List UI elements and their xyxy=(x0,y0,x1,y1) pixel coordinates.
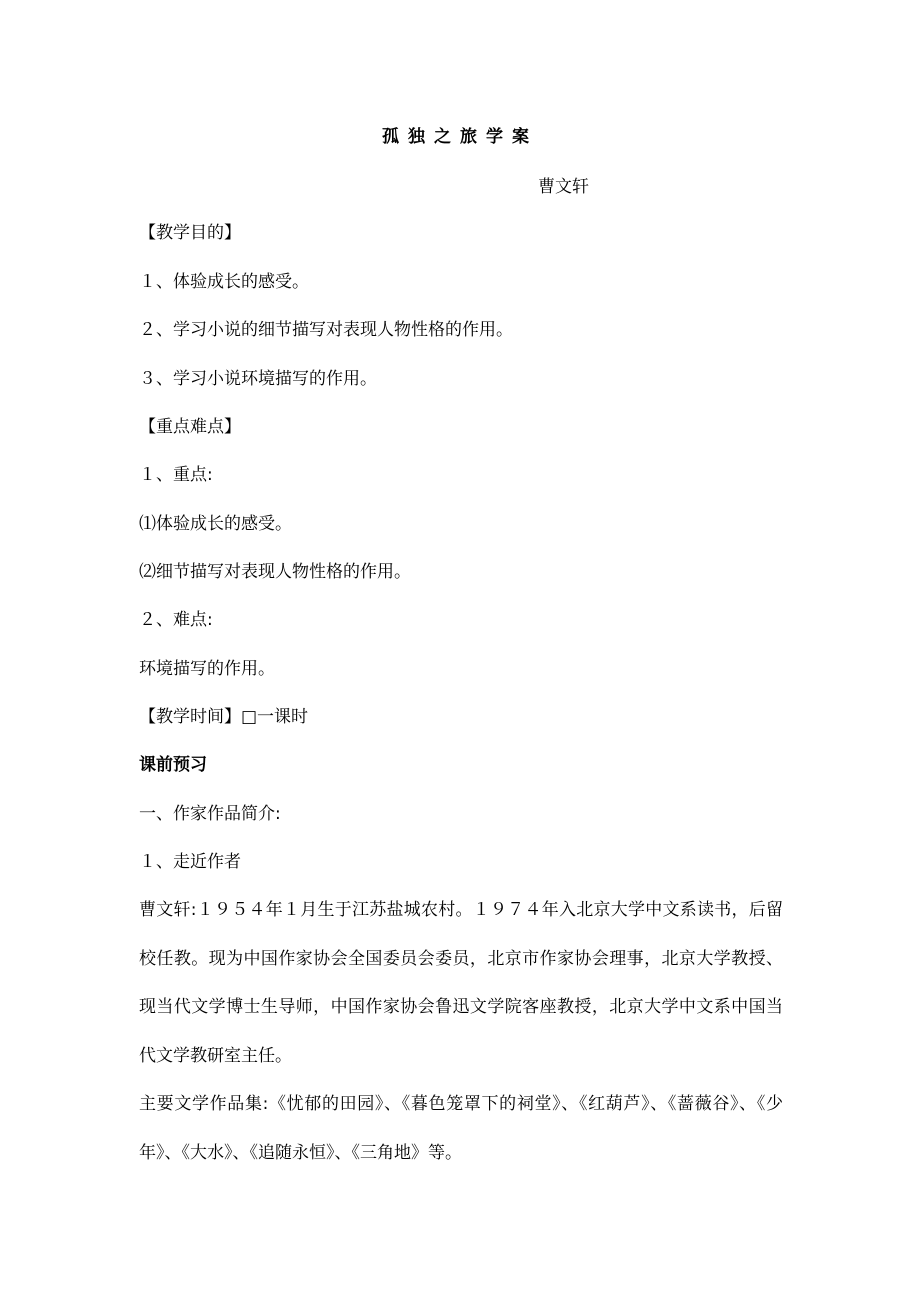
objective-item-3: ３、学习小说环境描写的作用。 xyxy=(139,369,377,389)
works-paragraph: 主要文学作品集:《忧郁的田园》、《暮色笼罩下的祠堂》、《红葫芦》、《蔷薇谷》、《少年》、《大水》、《追随永恒》、《三角地》等。 xyxy=(139,1094,783,1163)
author-name: 曹文轩 xyxy=(538,177,589,197)
keypoint-item-2: ⑵细节描写对表现人物性格的作用。 xyxy=(139,562,411,582)
difficulty-item-1: 环境描写的作用。 xyxy=(139,659,275,679)
difficulty-label: ２、难点: xyxy=(139,610,213,630)
section-heading-1: 一、作家作品简介: xyxy=(139,804,281,824)
document-title: 孤独之旅学案 xyxy=(382,127,538,147)
teaching-time-line: 【教学时间】□一课时 xyxy=(139,707,309,727)
subsection-heading-1: １、走近作者 xyxy=(139,852,241,872)
preview-heading: 课前预习 xyxy=(139,755,207,775)
objective-item-2: ２、学习小说的细节描写对表现人物性格的作用。 xyxy=(139,320,513,340)
keypoints-heading: 【重点难点】 xyxy=(139,417,241,437)
keypoint-item-1: ⑴体验成长的感受。 xyxy=(139,514,292,534)
objective-item-1: １、体验成长的感受。 xyxy=(139,272,309,292)
keypoint-label: １、重点: xyxy=(139,465,213,485)
objectives-heading: 【教学目的】 xyxy=(139,223,241,243)
author-bio-paragraph: 曹文轩:１９５４年１月生于江苏盐城农村。１９７４年入北京大学中文系读书，后留校任教。现为中国作家协会全国委员会委员，北京市作家协会理事，北京大学教授、现当代文学博士生导师，中国作家协会鲁迅文学院客座教授，北京大学中文系中国当代文学教研室主任。 xyxy=(139,900,783,1066)
